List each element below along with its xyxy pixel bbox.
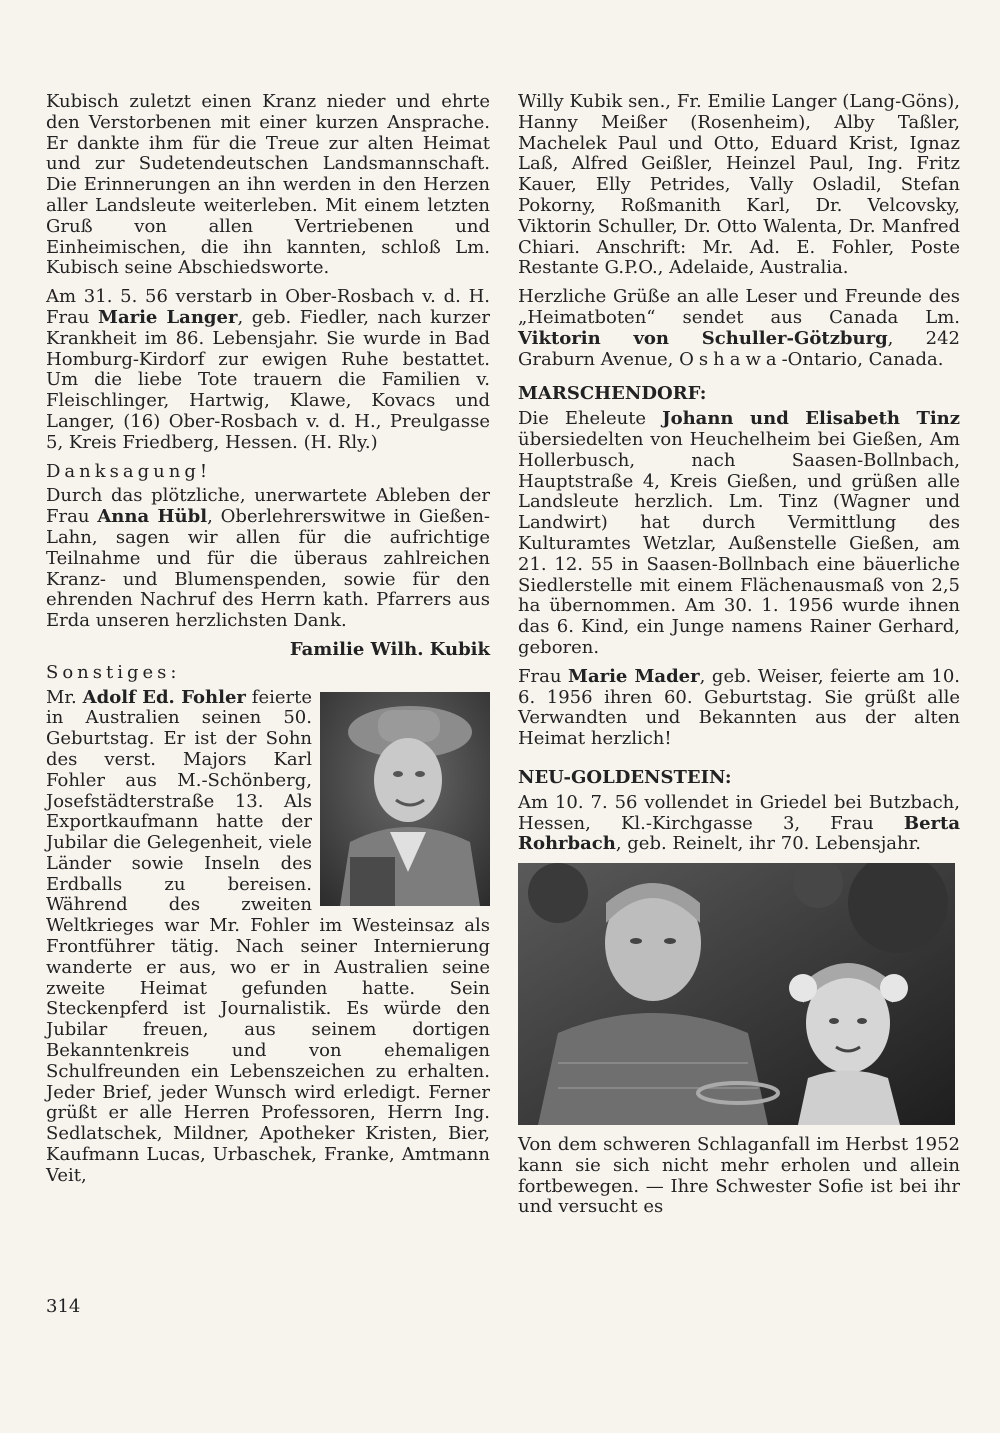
paragraph-marie-langer: Am 31. 5. 56 verstarb in Ober-Rosbach v. d. H. Frau Marie Langer, geb. Fiedler, nach kurzer Krankheit im 86. Lebensjahr. Sie wurde in Bad Homburg-Kirdorf zur ewigen Ruhe bestattet. Um die liebe Tote trauern die Familien v. Fleischlinger, Hartwig, Klawe, Kovacs und Langer, (16) Ober-Rosbach v. d. H., Preulgasse 5, Kreis Friedberg, Hessen. (H. Rly.) (46, 286, 490, 453)
name-adolf-fohler: Adolf Ed. Fohler (82, 686, 246, 708)
paragraph-tinz: Die Eheleute Johann und Elisabeth Tinz übersiedelten von Heuchelheim bei Gießen, Am Hollerbusch, nach Saasen-Bollnbach, Hauptstraße 4, Kreis Gießen, und grüßen alle Landsleute herzlich. Lm. Tinz (Wagner und Landwirt) hat durch Vermittlung des Kulturamtes Wetzlar, Außenstelle Gießen, am 21. 12. 55 in Saasen-Bollnbach eine bäuerliche Siedlerstelle mit einem Flächenausmaß von 2,5 ha übernommen. Am 30. 1. 1956 wurde ihnen das 6. Kind, ein Junge namens Rainer Gerhard, geboren. (518, 408, 960, 658)
right-column (518, 92, 960, 1226)
name-marie-langer: Marie Langer (98, 306, 238, 328)
paragraph-schlaganfall: Von dem schweren Schlaganfall im Herbst 1952 kann sie sich nicht mehr erholen und allein fortbewegen. — Ihre Schwester Sofie ist bei ihr und versucht es (518, 1134, 960, 1218)
signature-familie-kubik: Familie Wilh. Kubik (289, 638, 490, 660)
portrait-image (320, 692, 490, 906)
heading-marschendorf: MARSCHENDORF: (518, 383, 707, 405)
photo-rohrbach-family (518, 863, 955, 1125)
heading-neu-goldenstein: NEU-GOLDENSTEIN: (518, 766, 732, 788)
name-berta-rohrbach: Berta Rohrbach (518, 812, 960, 855)
paragraph-kubisch: Kubisch zuletzt einen Kranz nieder und ehrte den Verstorbenen mit einer kurzen Ansprache. Er dankte ihm für die Treue zur alten Heimat und zur Sudetendeutschen Landsmannschaft. Die Erinnerungen an ihn werden in den Herzen aller Landsleute weiterleben. Mit einem letzten Gruß von allen Vertriebenen und Einheimischen, die ihn kannten, schloß Lm. Kubisch seine Abschiedsworte. (46, 91, 490, 279)
left-column (46, 92, 490, 1195)
page-number: 314 (46, 1296, 81, 1317)
photo-image (518, 863, 955, 1125)
name-tinz: Johann und Elisabeth Tinz (662, 408, 960, 430)
paragraph-mader: Frau Marie Mader, geb. Weiser, feierte am 10. 6. 1956 ihren 60. Geburtstag. Sie grüßt alle Verwandten und Bekannten aus der alten Heimat herzlich! (518, 665, 961, 750)
heading-danksagung: Danksagung! (46, 460, 212, 482)
city-oshawa: Oshawa (679, 348, 782, 370)
paragraph-anna-huebl: Durch das plötzliche, unerwartete Ableben der Frau Anna Hübl, Oberlehrerswitwe in Gießen-Lahn, sagen wir allen für die aufrichtige Teilnahme und für die überaus zahlreichen Kranz- und Blumenspenden, sowie für den ehrenden Nachruf des Herrn kath. Pfarrers aus Erda unseren herzlichsten Dank. (46, 485, 491, 632)
portrait-photo-fohler (320, 692, 490, 906)
name-marie-mader: Marie Mader (568, 665, 700, 687)
paragraph-fohler: Mr. Adolf Ed. Fohler feierte in Australien seinen 50. Geburtstag. Er ist der Sohn des verst. Majors Karl Fohler aus M.-Schönberg, Josefstädterstraße 13. Als Exportkaufmann hatte der Jubilar die Gelegenheit, viele Länder sowie Inseln des Erdballs zu bereisen. Während des zweiten Weltkrieges war Mr. Fohler im Westeinsaz als Frontführer tätig. Nach seiner Internierung wanderte er aus, wo er in Australien seine zweite Heimat gefunden hatte. Sein Steckenpferd ist Journalistik. Es würde den Jubilar freuen, aus seinem dortigen Bekanntenkreis und von ehemaligen Schulfreunden ein Lebenszeichen zu erhalten. Jeder Brief, jeder Wunsch wird erledigt. Ferner grüßt er alle Herren Professoren, Herrn Ing. Sedlatschek, Mildner, Apotheker Kristen, Bier, Kaufmann Lucas, Urbaschek, Franke, Amtmann Veit, (46, 686, 490, 1186)
paragraph-schuller: Herzliche Grüße an alle Leser und Freunde des „Heimatboten“ sendet aus Canada Lm. Viktorin von Schuller-Götzburg, 242 Graburn Avenue, Oshawa-Ontario, Canada. (518, 286, 960, 370)
paragraph-rohrbach: Am 10. 7. 56 vollendet in Griedel bei Butzbach, Hessen, Kl.-Kirchgasse 3, Frau Berta Rohrbach, geb. Reinelt, ihr 70. Lebensjahr. (518, 791, 960, 855)
heading-sonstiges: Sonstiges: (46, 661, 181, 683)
name-anna-huebl: Anna Hübl (97, 506, 208, 528)
name-viktorin-schuller: Viktorin von Schuller-Götzburg (518, 327, 888, 349)
paragraph-greetings-list: Willy Kubik sen., Fr. Emilie Langer (Lang-Göns), Hanny Meißer (Rosenheim), Alby Taßler, Machelek Paul und Otto, Eduard Krist, Ignaz Laß, Alfred Geißler, Heinzel Paul, Ing. Fritz Kauer, Elly Petrides, Vally Osladil, Stefan Pokorny, Roßmanith Karl, Dr. Velcovsky, Viktorin Schuller, Dr. Otto Walenta, Dr. Manfred Chiari. Anschrift: Mr. Ad. E. Fohler, Poste Restante G.P.O., Adelaide, Australia. (518, 91, 960, 279)
